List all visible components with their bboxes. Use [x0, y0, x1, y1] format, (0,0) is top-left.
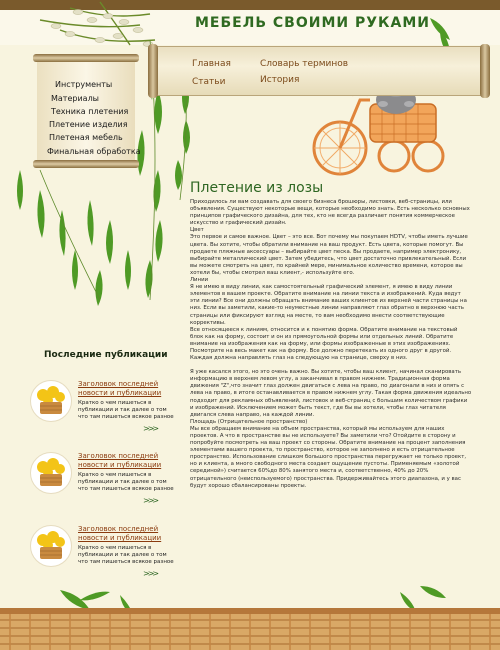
article-paragraph: Приходилось ли вам создавать для своего бизнеса брошюры, листовки, веб-страницы, или объявления. Существуют некоторые вещи, которые необходимо знать. Есть несколько основных принципов графического дизайна, для тех, кто не всегда различает понятия коммерческое искусство и графический дизайн. — [190, 199, 470, 227]
article-paragraph: Мы все обращаем внимание на объем пространства, который мы используем для наших проектов. А что в пространстве вы не используете? Вы заметили что? Отойдите в сторону и попробуйте посмотреть на ваш проект со стороны. Обратите внимание на процент заполнения элементами вашего проекта, то пространство, которое не заполнено и есть отрицательное пространство. Использование слишком большого пространства перегружает не только проект, но и клиента, а много свободного места создает ощущение пустоты. Применяемым «золотой серединой») считается 60%до 80% занятого места и, соответственно, 40% до 20% отрицательного (неиспользуемого) пространства. Придерживайтесь этого диапазона, и у вас будут хорошо сбалансированы проекты. — [190, 425, 467, 489]
double-arrow-icon[interactable]: >>> — [143, 496, 158, 505]
article-subheading-color: Цвет — [190, 227, 204, 234]
site-title: МЕБЕЛЬ СВОИМИ РУКАМИ — [195, 15, 430, 31]
top-navigation — [154, 46, 484, 96]
article-body — [190, 199, 472, 490]
publication-item — [30, 452, 180, 512]
nav-link-home[interactable]: Главная — [192, 59, 231, 69]
article-paragraph: Это первое и самое важное. Цвет – это все. Вот почему мы покупаем HDTV, чтобы иметь лучшие цвета. Вы хотите, чтобы обратили внимание на ваш продукт. Есть цвета, которые помогут. Вы продаете пляжные аксессуары – выбирайте цвет песка. Вы продаете, например электронику, выбирайте металлический цвет. Затем убедитесь, что цвет достаточно привлекательный. Если вы можете смотреть на цвет, по крайней мере, минимальное количество времени, которое вы хотели бы, чтобы смотрел ваш клиент,- используйте его. — [190, 234, 468, 276]
article-paragraph: Я уже касался этого, но это очень важно. Вы хотите, чтобы ваш клиент, начинал сканировать информацию в верхнем левом углу, а заканчивал в правом нижнем. Традиционная форма движения "Z",что значит глаз должен двигаться с лева на право, по диагонали в низ и опять с лева на право, в итоге останавливается в правом нижнем углу. Такая форма движения идеально подходит для рекламных объявлений, листовок и веб-страниц с большим количеством графики и изображений. Исключением может быть текст, где бы вы хотели, чтобы глаз читателя двигался слева направо, на каждой линии. — [190, 369, 472, 418]
side-nav-item-weaving-items[interactable]: Плетение изделия — [49, 120, 128, 129]
side-navigation — [37, 60, 141, 162]
publication-item — [30, 525, 180, 585]
nav-link-history[interactable]: История — [260, 75, 300, 85]
publication-summary: Кратко о чем пишеться в публикации и так далее о том что там пишеться всякое разное — [78, 472, 174, 492]
article-subheading-lines: Линии — [190, 277, 209, 284]
publication-summary: Кратко о чем пишеться в публикации и так далее о том что там пишеться всякое разное — [78, 400, 174, 420]
dandelion-basket-thumbnail[interactable] — [30, 380, 72, 422]
publication-title-link[interactable]: Заголовок последней новости и публикации — [78, 380, 162, 397]
article-paragraph: Я не имею в виду линии, как самостоятельный графический элемент, я имею в виду линии элементов в вашем проекте. Обратите внимание на линии текста и изображений. Куда ведут эти линии? Все они должны обращать внимание ваших клиентов из верхней части страницы на низ. Если вы заметили, какие-то неуместные линии направляют глаз обратно в верхнюю часть страницы или фиксируют взгляд на месте, то вам необходимо внести соответствующие коррективы. — [190, 284, 467, 326]
publication-title-link[interactable]: Заголовок последней новости и публикации — [78, 525, 162, 542]
side-nav-item-tools[interactable]: Инструменты — [55, 80, 113, 89]
double-arrow-icon[interactable]: >>> — [143, 424, 158, 433]
publication-title-link[interactable]: Заголовок последней новости и публикации — [78, 452, 162, 469]
latest-publications-heading: Последние публикации — [44, 350, 168, 360]
paragraph-gap — [190, 362, 472, 369]
nav-link-glossary[interactable]: Словарь терминов — [260, 59, 349, 69]
scroll-roll-left — [148, 44, 158, 98]
publication-summary: Кратко о чем пишеться в публикации и так далее о том что там пишеться всякое разное — [78, 545, 174, 565]
side-nav-item-final-finishing[interactable]: Финальная обработка — [47, 147, 141, 156]
wicker-basket-border — [0, 600, 500, 650]
dandelion-basket-thumbnail[interactable] — [30, 525, 72, 567]
scroll-roll-top — [33, 54, 139, 62]
side-nav-item-materials[interactable]: Материалы — [51, 94, 99, 103]
side-nav-item-weaving-technique[interactable]: Техника плетения — [51, 107, 129, 116]
article-subheading-area: Площадь (Отрицательное пространство) — [190, 418, 308, 425]
page-title: Плетение из лозы — [190, 180, 324, 196]
nav-link-articles[interactable]: Статьи — [192, 77, 226, 87]
dandelion-basket-thumbnail[interactable] — [30, 452, 72, 494]
article-paragraph: Все относящееся к линиям, относится и к понятию форма. Обратите внимание на текстовый блок как на форму, состоит и он из прямоугольной формы или отдельных линий. Обратите внимание на изображения как на форму, или формы изображенные в этих изображениях. Посмотрите на весь макет как на форму. Все должно перетекать из одного друг в другой. Каждая должна направлять глаз на следующую на странице, сверху в низ. — [190, 326, 458, 362]
side-nav-item-wicker-furniture[interactable]: Плетеная мебель — [49, 133, 123, 142]
publication-item — [30, 380, 180, 440]
scroll-roll-right — [480, 44, 490, 98]
double-arrow-icon[interactable]: >>> — [143, 569, 158, 578]
scroll-roll-bottom — [33, 160, 139, 168]
